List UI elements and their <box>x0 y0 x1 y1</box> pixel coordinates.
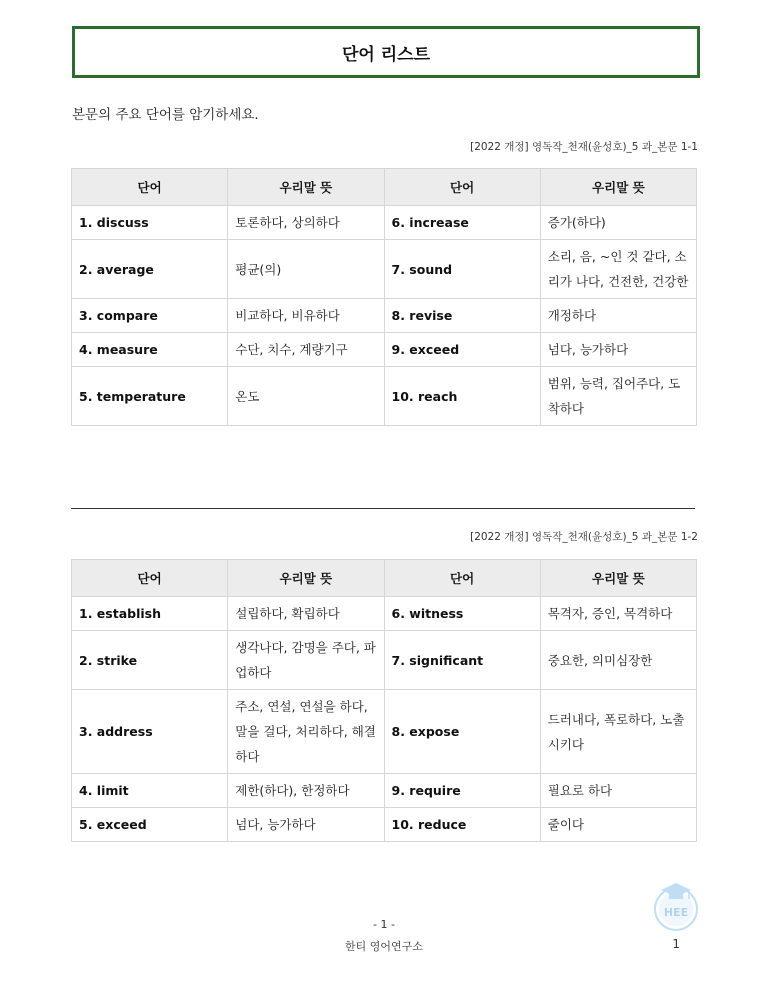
word-cell: 3. address <box>72 690 228 774</box>
word-cell: 3. compare <box>72 299 228 333</box>
vocab-table-2 <box>71 559 697 842</box>
meaning-cell: 중요한, 의미심장한 <box>540 631 696 690</box>
table-row <box>72 206 697 240</box>
word-cell: 7. sound <box>384 240 540 299</box>
word-cell: 9. exceed <box>384 333 540 367</box>
section-divider <box>71 508 695 509</box>
vocab-table-1 <box>71 168 697 426</box>
word-cell: 4. limit <box>72 774 228 808</box>
source-label-2: [2022 개정] 영독작_천재(윤성호)_5 과_본문 1-2 <box>470 531 698 543</box>
word-cell: 8. expose <box>384 690 540 774</box>
meaning-cell: 생각나다, 감명을 주다, 파업하다 <box>228 631 384 690</box>
word-cell: 6. witness <box>384 597 540 631</box>
word-cell: 1. discuss <box>72 206 228 240</box>
word-cell: 4. measure <box>72 333 228 367</box>
meaning-cell: 줄이다 <box>540 808 696 842</box>
meaning-cell: 범위, 능력, 집어주다, 도착하다 <box>540 367 696 426</box>
header-word: 단어 <box>72 560 228 597</box>
word-cell: 2. average <box>72 240 228 299</box>
page-number: - 1 - <box>373 918 395 931</box>
logo-text: HEE <box>663 906 689 919</box>
word-cell: 1. establish <box>72 597 228 631</box>
header-word: 단어 <box>384 560 540 597</box>
meaning-cell: 토론하다, 상의하다 <box>228 206 384 240</box>
header-word: 단어 <box>72 169 228 206</box>
word-cell: 5. exceed <box>72 808 228 842</box>
header-meaning: 우리말 뜻 <box>228 169 384 206</box>
meaning-cell: 비교하다, 비유하다 <box>228 299 384 333</box>
meaning-cell: 드러내다, 폭로하다, 노출시키다 <box>540 690 696 774</box>
table-header-row <box>72 560 697 597</box>
table-row <box>72 367 697 426</box>
page-title: 단어 리스트 <box>341 44 431 65</box>
corner-page-number: 1 <box>672 937 680 951</box>
word-cell: 6. increase <box>384 206 540 240</box>
table-header-row <box>72 169 697 206</box>
meaning-cell: 수단, 치수, 계량기구 <box>228 333 384 367</box>
table-row <box>72 631 697 690</box>
word-cell: 7. significant <box>384 631 540 690</box>
meaning-cell: 목격자, 증인, 목격하다 <box>540 597 696 631</box>
word-cell: 2. strike <box>72 631 228 690</box>
table-row <box>72 597 697 631</box>
table-row <box>72 240 697 299</box>
meaning-cell: 증가(하다) <box>540 206 696 240</box>
header-word: 단어 <box>384 169 540 206</box>
meaning-cell: 제한(하다), 한정하다 <box>228 774 384 808</box>
meaning-cell: 개정하다 <box>540 299 696 333</box>
table-row <box>72 774 697 808</box>
word-cell: 10. reach <box>384 367 540 426</box>
table-row <box>72 690 697 774</box>
table-row <box>72 333 697 367</box>
meaning-cell: 주소, 연설, 연설을 하다, 말을 걸다, 처리하다, 해결하다 <box>228 690 384 774</box>
word-cell: 8. revise <box>384 299 540 333</box>
meaning-cell: 평균(의) <box>228 240 384 299</box>
meaning-cell: 넘다, 능가하다 <box>228 808 384 842</box>
source-label-1: [2022 개정] 영독작_천재(윤성호)_5 과_본문 1-1 <box>470 141 698 153</box>
header-meaning: 우리말 뜻 <box>228 560 384 597</box>
footer-organization: 한티 영어연구소 <box>345 940 423 953</box>
title-box <box>72 26 700 78</box>
table-row <box>72 808 697 842</box>
table-row <box>72 299 697 333</box>
meaning-cell: 소리, 음, ~인 것 같다, 소리가 나다, 건전한, 건강한 <box>540 240 696 299</box>
word-cell: 10. reduce <box>384 808 540 842</box>
header-meaning: 우리말 뜻 <box>540 560 696 597</box>
instruction-text: 본문의 주요 단어를 암기하세요. <box>72 107 259 123</box>
header-meaning: 우리말 뜻 <box>540 169 696 206</box>
word-cell: 5. temperature <box>72 367 228 426</box>
word-cell: 9. require <box>384 774 540 808</box>
meaning-cell: 설립하다, 확립하다 <box>228 597 384 631</box>
meaning-cell: 필요로 하다 <box>540 774 696 808</box>
meaning-cell: 넘다, 능가하다 <box>540 333 696 367</box>
meaning-cell: 온도 <box>228 367 384 426</box>
